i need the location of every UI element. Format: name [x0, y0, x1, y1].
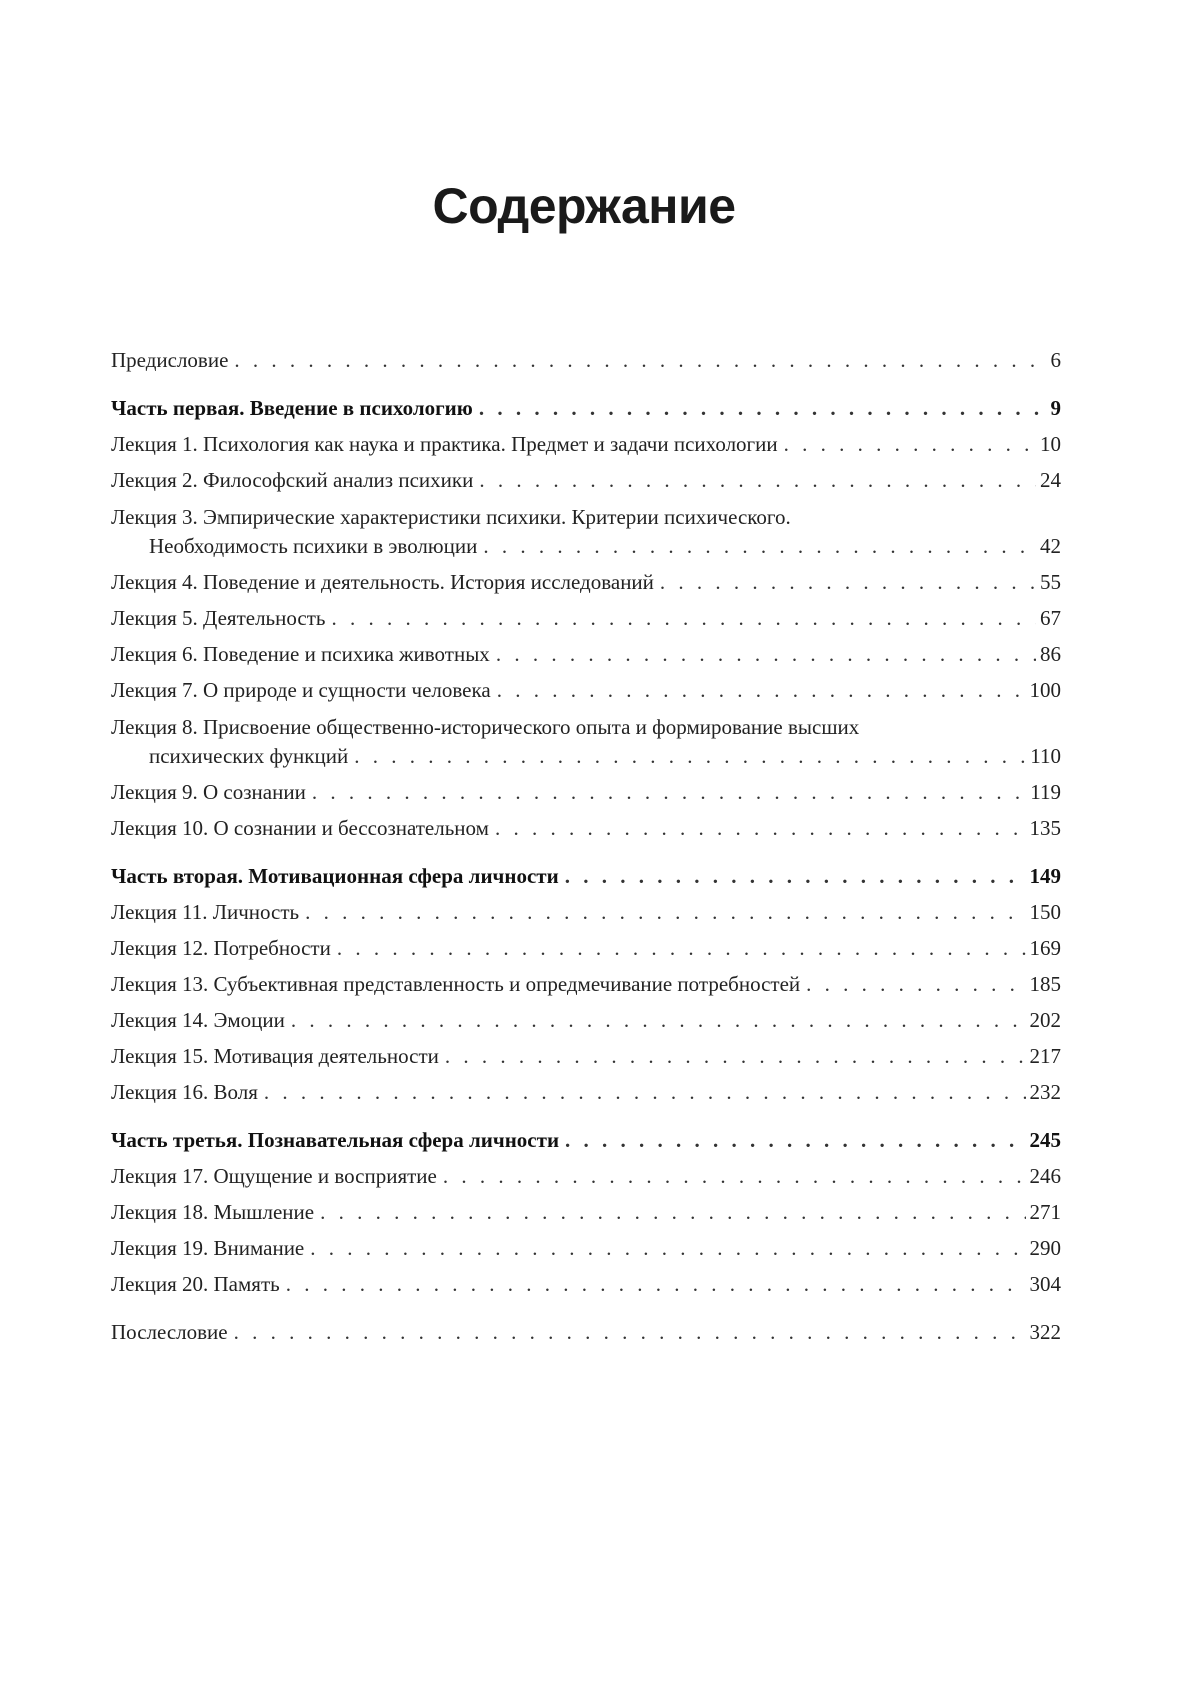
- toc-entry-label: Лекция 5. Деятельность: [111, 604, 331, 632]
- toc-page-number: 246: [1026, 1162, 1062, 1190]
- toc-part-2[interactable]: [111, 862, 1061, 890]
- toc-entry-label: Лекция 20. Память: [111, 1270, 286, 1298]
- toc-entry-label: Лекция 14. Эмоции: [111, 1006, 291, 1034]
- toc-entry-lecture-16[interactable]: [111, 1078, 1061, 1106]
- toc-entry-lecture-5[interactable]: [111, 604, 1061, 632]
- toc-part-3[interactable]: [111, 1126, 1061, 1154]
- dot-leader: [234, 1318, 1026, 1346]
- toc-page-number: 100: [1026, 676, 1062, 704]
- toc-entry-lecture-12[interactable]: [111, 934, 1061, 962]
- toc-entry-label: Лекция 13. Субъективная представленность и опредмечивание потребностей: [111, 970, 806, 998]
- toc-entry-lecture-14[interactable]: [111, 1006, 1061, 1034]
- toc-page-number: 217: [1026, 1042, 1062, 1070]
- toc-page-number: 185: [1026, 970, 1062, 998]
- toc-page-number: 149: [1026, 862, 1062, 890]
- toc-page-number: 135: [1026, 814, 1062, 842]
- toc-page-number: 9: [1047, 394, 1062, 422]
- toc-page-number: 322: [1026, 1318, 1062, 1346]
- dot-leader: [806, 970, 1025, 998]
- toc-page-number: 24: [1036, 466, 1061, 494]
- toc-part-label: Часть вторая. Мотивационная сфера личности: [111, 862, 565, 890]
- toc-page-number: 150: [1026, 898, 1062, 926]
- dot-leader: [496, 640, 1036, 668]
- toc-entry-label: Лекция 17. Ощущение и восприятие: [111, 1162, 443, 1190]
- dot-leader: [483, 532, 1036, 560]
- toc-entry-label: Лекция 1. Психология как наука и практика. Предмет и задачи психологии: [111, 430, 784, 458]
- toc-entry-lecture-9[interactable]: [111, 778, 1061, 806]
- toc-page-number: 119: [1026, 778, 1061, 806]
- toc-page-number: 55: [1036, 568, 1061, 596]
- toc-page-number: 304: [1026, 1270, 1062, 1298]
- toc-page-number: 6: [1047, 346, 1062, 374]
- toc-entry-label: Лекция 18. Мышление: [111, 1198, 320, 1226]
- toc-entry-label: Лекция 12. Потребности: [111, 934, 337, 962]
- toc-page-number: 290: [1026, 1234, 1062, 1262]
- toc-entry-lecture-13[interactable]: [111, 970, 1061, 998]
- dot-leader: [264, 1078, 1026, 1106]
- dot-leader: [497, 676, 1026, 704]
- toc-entry-lecture-19[interactable]: [111, 1234, 1061, 1262]
- toc-entry-lecture-15[interactable]: [111, 1042, 1061, 1070]
- dot-leader: [320, 1198, 1025, 1226]
- toc-entry-label: Лекция 15. Мотивация деятельности: [111, 1042, 445, 1070]
- dot-leader: [331, 604, 1036, 632]
- toc-entry-label: Лекция 16. Воля: [111, 1078, 264, 1106]
- dot-leader: [310, 1234, 1025, 1262]
- toc-entry-lecture-6[interactable]: [111, 640, 1061, 668]
- toc-part-label: Часть первая. Введение в психологию: [111, 394, 479, 422]
- dot-leader: [312, 778, 1026, 806]
- toc-entry-label-continued: психических функций: [149, 742, 354, 770]
- toc-page-number: 245: [1026, 1126, 1062, 1154]
- dot-leader: [337, 934, 1026, 962]
- toc-entry-label: Лекция 7. О природе и сущности человека: [111, 676, 497, 704]
- toc-entry-label: Лекция 4. Поведение и деятельность. История исследований: [111, 568, 660, 596]
- toc-entry-label: Лекция 9. О сознании: [111, 778, 312, 806]
- toc-entry-label: Послесловие: [111, 1318, 234, 1346]
- dot-leader: [305, 898, 1025, 926]
- toc-entry-afterword[interactable]: [111, 1318, 1061, 1346]
- toc-page-number: 232: [1026, 1078, 1062, 1106]
- toc-entry-label: Лекция 19. Внимание: [111, 1234, 310, 1262]
- toc-page-number: 271: [1026, 1198, 1062, 1226]
- toc-page-number: 202: [1026, 1006, 1062, 1034]
- toc-page-number: 42: [1036, 532, 1061, 560]
- toc-entry-label: Лекция 6. Поведение и психика животных: [111, 640, 496, 668]
- toc-entry-lecture-20[interactable]: [111, 1270, 1061, 1298]
- toc-page-number: 86: [1036, 640, 1061, 668]
- dot-leader: [495, 814, 1026, 842]
- dot-leader: [286, 1270, 1026, 1298]
- toc-entry-label: Лекция 2. Философский анализ психики: [111, 466, 479, 494]
- dot-leader: [445, 1042, 1026, 1070]
- dot-leader: [354, 742, 1026, 770]
- toc-entry-label: Лекция 3. Эмпирические характеристики психики. Критерии психического.: [111, 505, 791, 529]
- toc-page-number: 67: [1036, 604, 1061, 632]
- toc-entry-label: Лекция 8. Присвоение общественно-исторического опыта и формирование высших: [111, 715, 860, 739]
- dot-leader: [479, 394, 1047, 422]
- toc-entry-lecture-8[interactable]: [111, 712, 1061, 770]
- toc-entry-label: Предисловие: [111, 346, 234, 374]
- dot-leader: [565, 862, 1026, 890]
- toc-entry-label: Лекция 10. О сознании и бессознательном: [111, 814, 495, 842]
- table-of-contents: [111, 346, 1061, 1346]
- dot-leader: [234, 346, 1046, 374]
- toc-entry-preface[interactable]: [111, 346, 1061, 374]
- dot-leader: [565, 1126, 1025, 1154]
- toc-entry-label-continued: Необходимость психики в эволюции: [149, 532, 483, 560]
- toc-entry-lecture-3[interactable]: [111, 502, 1061, 560]
- toc-entry-lecture-17[interactable]: [111, 1162, 1061, 1190]
- page-title: Содержание: [432, 178, 736, 234]
- dot-leader: [784, 430, 1036, 458]
- toc-entry-lecture-10[interactable]: [111, 814, 1061, 842]
- toc-page-number: 169: [1026, 934, 1062, 962]
- toc-page-number: 110: [1026, 742, 1061, 770]
- toc-entry-label: Лекция 11. Личность: [111, 898, 305, 926]
- dot-leader: [479, 466, 1036, 494]
- toc-part-1[interactable]: [111, 394, 1061, 422]
- toc-entry-lecture-11[interactable]: [111, 898, 1061, 926]
- dot-leader: [291, 1006, 1026, 1034]
- toc-page-number: 10: [1036, 430, 1061, 458]
- toc-part-label: Часть третья. Познавательная сфера личности: [111, 1126, 565, 1154]
- dot-leader: [443, 1162, 1026, 1190]
- toc-entry-lecture-1[interactable]: [111, 430, 1061, 458]
- toc-entry-lecture-2[interactable]: [111, 466, 1061, 494]
- toc-entry-lecture-7[interactable]: [111, 676, 1061, 704]
- toc-entry-lecture-4[interactable]: [111, 568, 1061, 596]
- dot-leader: [660, 568, 1036, 596]
- toc-entry-lecture-18[interactable]: [111, 1198, 1061, 1226]
